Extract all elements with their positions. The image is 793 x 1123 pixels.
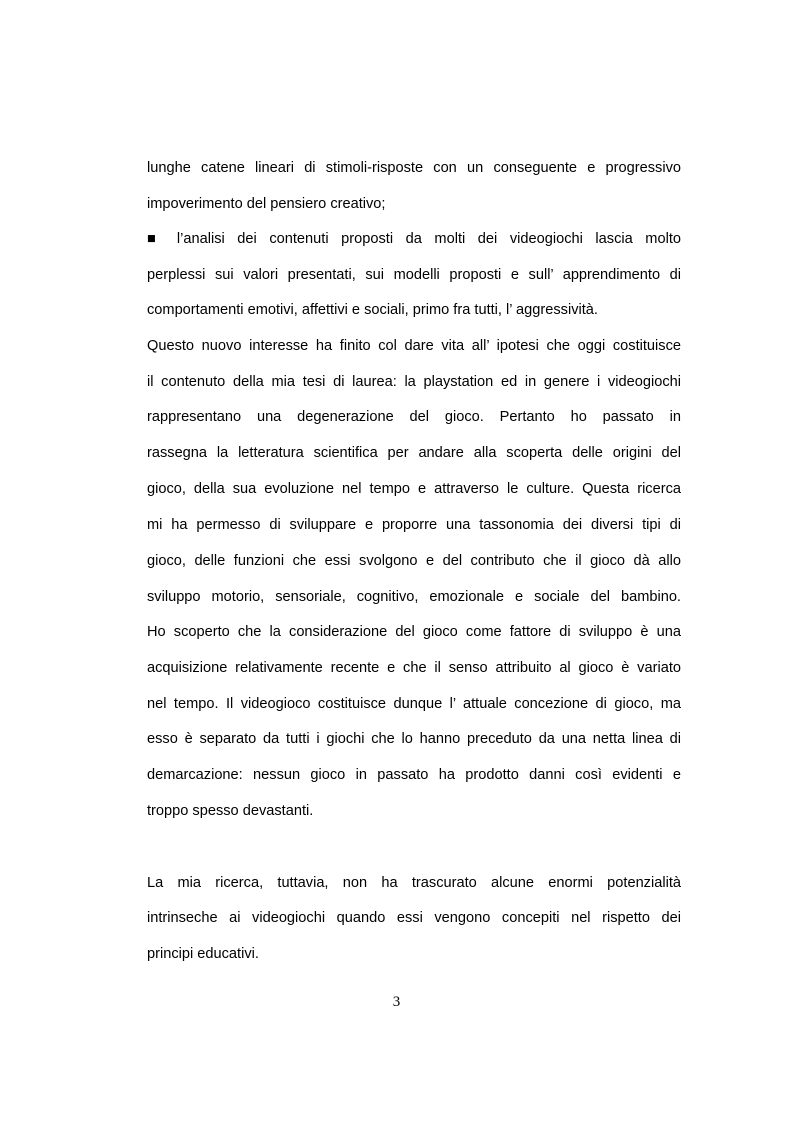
text-line: gioco, della sua evoluzione nel tempo e attraverso le culture. Questa ricerca <box>147 481 681 497</box>
text-line: mi ha permesso di sviluppare e proporre una tassonomia dei diversi tipi di <box>147 517 681 533</box>
text-line: Questo nuovo interesse ha finito col dare vita all’ ipotesi che oggi costituisce <box>147 338 681 354</box>
text-line: Ho scoperto che la considerazione del gioco come fattore di sviluppo è una <box>147 624 681 640</box>
text-line: acquisizione relativamente recente e che il senso attribuito al gioco è variato <box>147 660 681 676</box>
page-number: 3 <box>392 994 401 1010</box>
text-line: comportamenti emotivi, affettivi e sociali, primo fra tutti, l’ aggressività. <box>147 302 598 318</box>
text-line: nel tempo. Il videogioco costituisce dunque l’ attuale concezione di gioco, ma <box>147 696 681 712</box>
text-line: La mia ricerca, tuttavia, non ha trascurato alcune enormi potenzialità <box>147 875 681 891</box>
text-line: demarcazione: nessun gioco in passato ha prodotto danni così evidenti e <box>147 767 681 783</box>
text-line: esso è separato da tutti i giochi che lo hanno preceduto da una netta linea di <box>147 731 681 747</box>
text-line: il contenuto della mia tesi di laurea: la playstation ed in genere i videogiochi <box>147 374 681 390</box>
text-line: sviluppo motorio, sensoriale, cognitivo, emozionale e sociale del bambino. <box>147 589 681 605</box>
text-line: lunghe catene lineari di stimoli-risposte con un conseguente e progressivo <box>147 160 681 176</box>
text-line: intrinseche ai videogiochi quando essi vengono concepiti nel rispetto dei <box>147 910 681 926</box>
text-line: principi educativi. <box>147 946 259 962</box>
bullet-line: ■ l’analisi dei contenuti proposti da molti dei videogiochi lascia molto <box>147 231 681 247</box>
text-line: troppo spesso devastanti. <box>147 803 314 819</box>
text-line: gioco, delle funzioni che essi svolgono e del contributo che il gioco dà allo <box>147 553 681 569</box>
text-line: rassegna la letteratura scientifica per andare alla scoperta delle origini del <box>147 445 681 461</box>
text-line: perplessi sui valori presentati, sui modelli proposti e sull’ apprendimento di <box>147 267 681 283</box>
text-line: rappresentano una degenerazione del gioco. Pertanto ho passato in <box>147 409 681 425</box>
text-line: impoverimento del pensiero creativo; <box>147 196 386 212</box>
